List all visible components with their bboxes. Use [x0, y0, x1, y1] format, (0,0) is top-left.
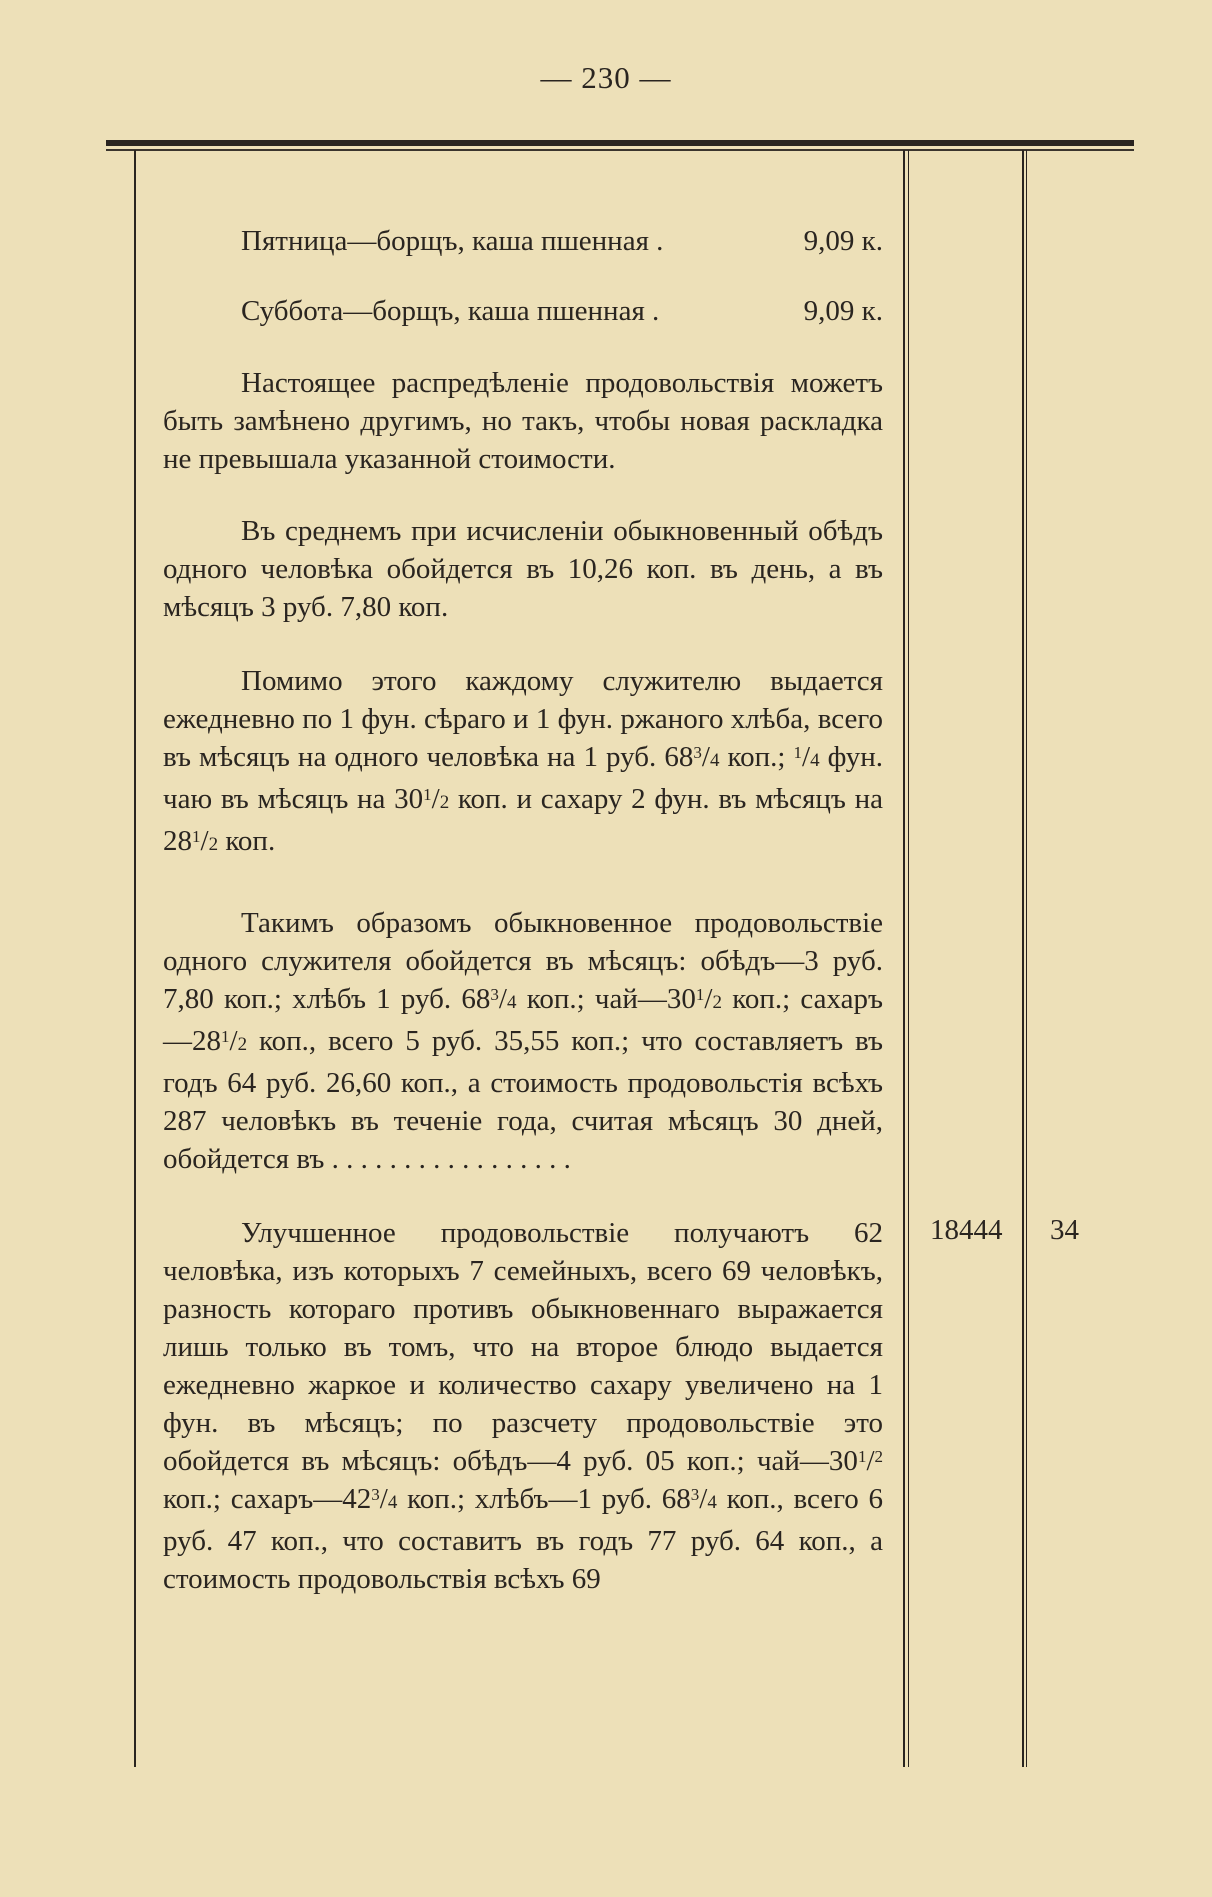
paragraph-text: Помимо этого каждому служителю выдается ежедневно по 1 фун. сѣраго и 1 фун. ржаного хлѣба, всего въ мѣсяцъ на одного человѣка на 1 руб. $68^3/4$ коп.; $^1$/4 фун. чаю въ мѣсяцъ на $30^1/2$ коп. и сахару 2 фун. въ мѣсяцъ на $28^1/2$ коп. [163, 665, 884, 857]
fraction-numerator: 1 [221, 1027, 230, 1046]
paragraph-improved-provision [163, 1214, 883, 1598]
top-rule-thin [106, 149, 1134, 151]
fraction-denominator: 2 [712, 992, 722, 1013]
amount-column-rule-left [903, 150, 905, 1767]
fraction-denominator: 2 [208, 834, 219, 855]
fraction-numerator: 3 [371, 1485, 380, 1504]
entry-friday [163, 222, 883, 260]
fraction-denominator: 4 [387, 1492, 398, 1513]
amount-column-rule-mid [1022, 150, 1024, 1767]
fraction-denominator: 2 [237, 1034, 248, 1055]
amount-column-rule-right [1026, 150, 1027, 1767]
paragraph-text: Такимъ образомъ обыкновенное продовольствіе одного служителя обойдется въ мѣсяцъ: обѣдъ—3 руб. 7,80 коп.; хлѣбъ 1 руб. $68^3/4$ коп.; $чай—30^1/2$ коп.; $сахаръ—28^1/2$ коп., всего 5 руб. 35,55 коп.; что составляетъ въ годъ 64 руб. 26,60 коп., а стоимость продовольстія всѣхъ 287 человѣкъ въ теченіе года, считая мѣсяцъ 30 дней, обойдется въ . . . . . . . . . . . . . . . . . [163, 907, 883, 1175]
fraction-denominator: 2 [874, 1447, 883, 1466]
fraction-numerator: 1 [695, 985, 705, 1004]
fraction-numerator: 3 [690, 1485, 700, 1504]
fraction-denominator: 4 [506, 992, 517, 1013]
fraction-denominator: 2 [439, 792, 450, 813]
paragraph-text: Въ среднемъ при исчисленіи обыкновенный обѣдъ одного человѣка обойдется въ 10,26 коп. въ день, а въ мѣсяцъ 3 руб. 7,80 коп. [163, 515, 883, 623]
fraction-denominator: 4 [810, 750, 820, 771]
entry-saturday [163, 292, 883, 330]
fraction-denominator: 4 [709, 750, 720, 771]
paragraph-bread-tea-sugar [163, 662, 883, 864]
entry-price: 9,09 к. [803, 295, 883, 327]
fraction-numerator: 1 [192, 827, 201, 846]
paragraph-distribution [163, 364, 883, 478]
text-column [163, 222, 883, 1598]
page-number: — 230 — [540, 60, 672, 95]
left-column-rule [134, 150, 136, 1767]
total-rubles: 18444 [930, 1214, 1003, 1246]
fraction-numerator: 3 [490, 985, 499, 1004]
entry-label: Пятница—борщъ, каша пшенная . [241, 225, 664, 257]
top-rule [106, 140, 1134, 146]
paragraph-monthly-total [163, 904, 883, 1178]
fraction-numerator: 1 [857, 1447, 867, 1466]
paragraph-average-dinner [163, 512, 883, 626]
fraction-numerator: 1 [793, 743, 803, 762]
fraction-numerator: 1 [423, 785, 432, 804]
entry-label: Суббота—борщъ, каша пшенная . [241, 295, 660, 327]
total-kopecks: 34 [1050, 1214, 1079, 1246]
fraction-denominator: 4 [707, 1492, 717, 1513]
fraction-numerator: 3 [693, 743, 702, 762]
paragraph-text: Улучшенное продовольствіе получаютъ 62 человѣка, изъ которыхъ 7 семейныхъ, всего 69 человѣкъ, разность котораго противъ обыкновеннаго выражается лишь только въ томъ, что на второе блюдо выдается ежедневно жаркое и количество сахару увеличено на 1 фун. въ мѣсяцъ; по разсчету продовольствіе это обойдется въ мѣсяцъ: обѣдъ—4 руб. 05 коп.; $чай—30^1/^2$ коп.; $сахаръ—42^3/4$ коп.; хлѣбъ—1 руб. $68^3/4$ коп., всего 6 руб. 47 коп., что составитъ въ годъ 77 руб. 64 коп., а стоимость продовольствія всѣхъ 69 [163, 1217, 883, 1595]
paragraph-text: Настоящее распредѣленіе продовольствія можетъ быть замѣнено другимъ, но такъ, чтобы новая раскладка не превышала указанной стоимости. [163, 367, 883, 475]
amount-column-rule-left-inner [908, 150, 909, 1767]
entry-price: 9,09 к. [803, 225, 883, 257]
